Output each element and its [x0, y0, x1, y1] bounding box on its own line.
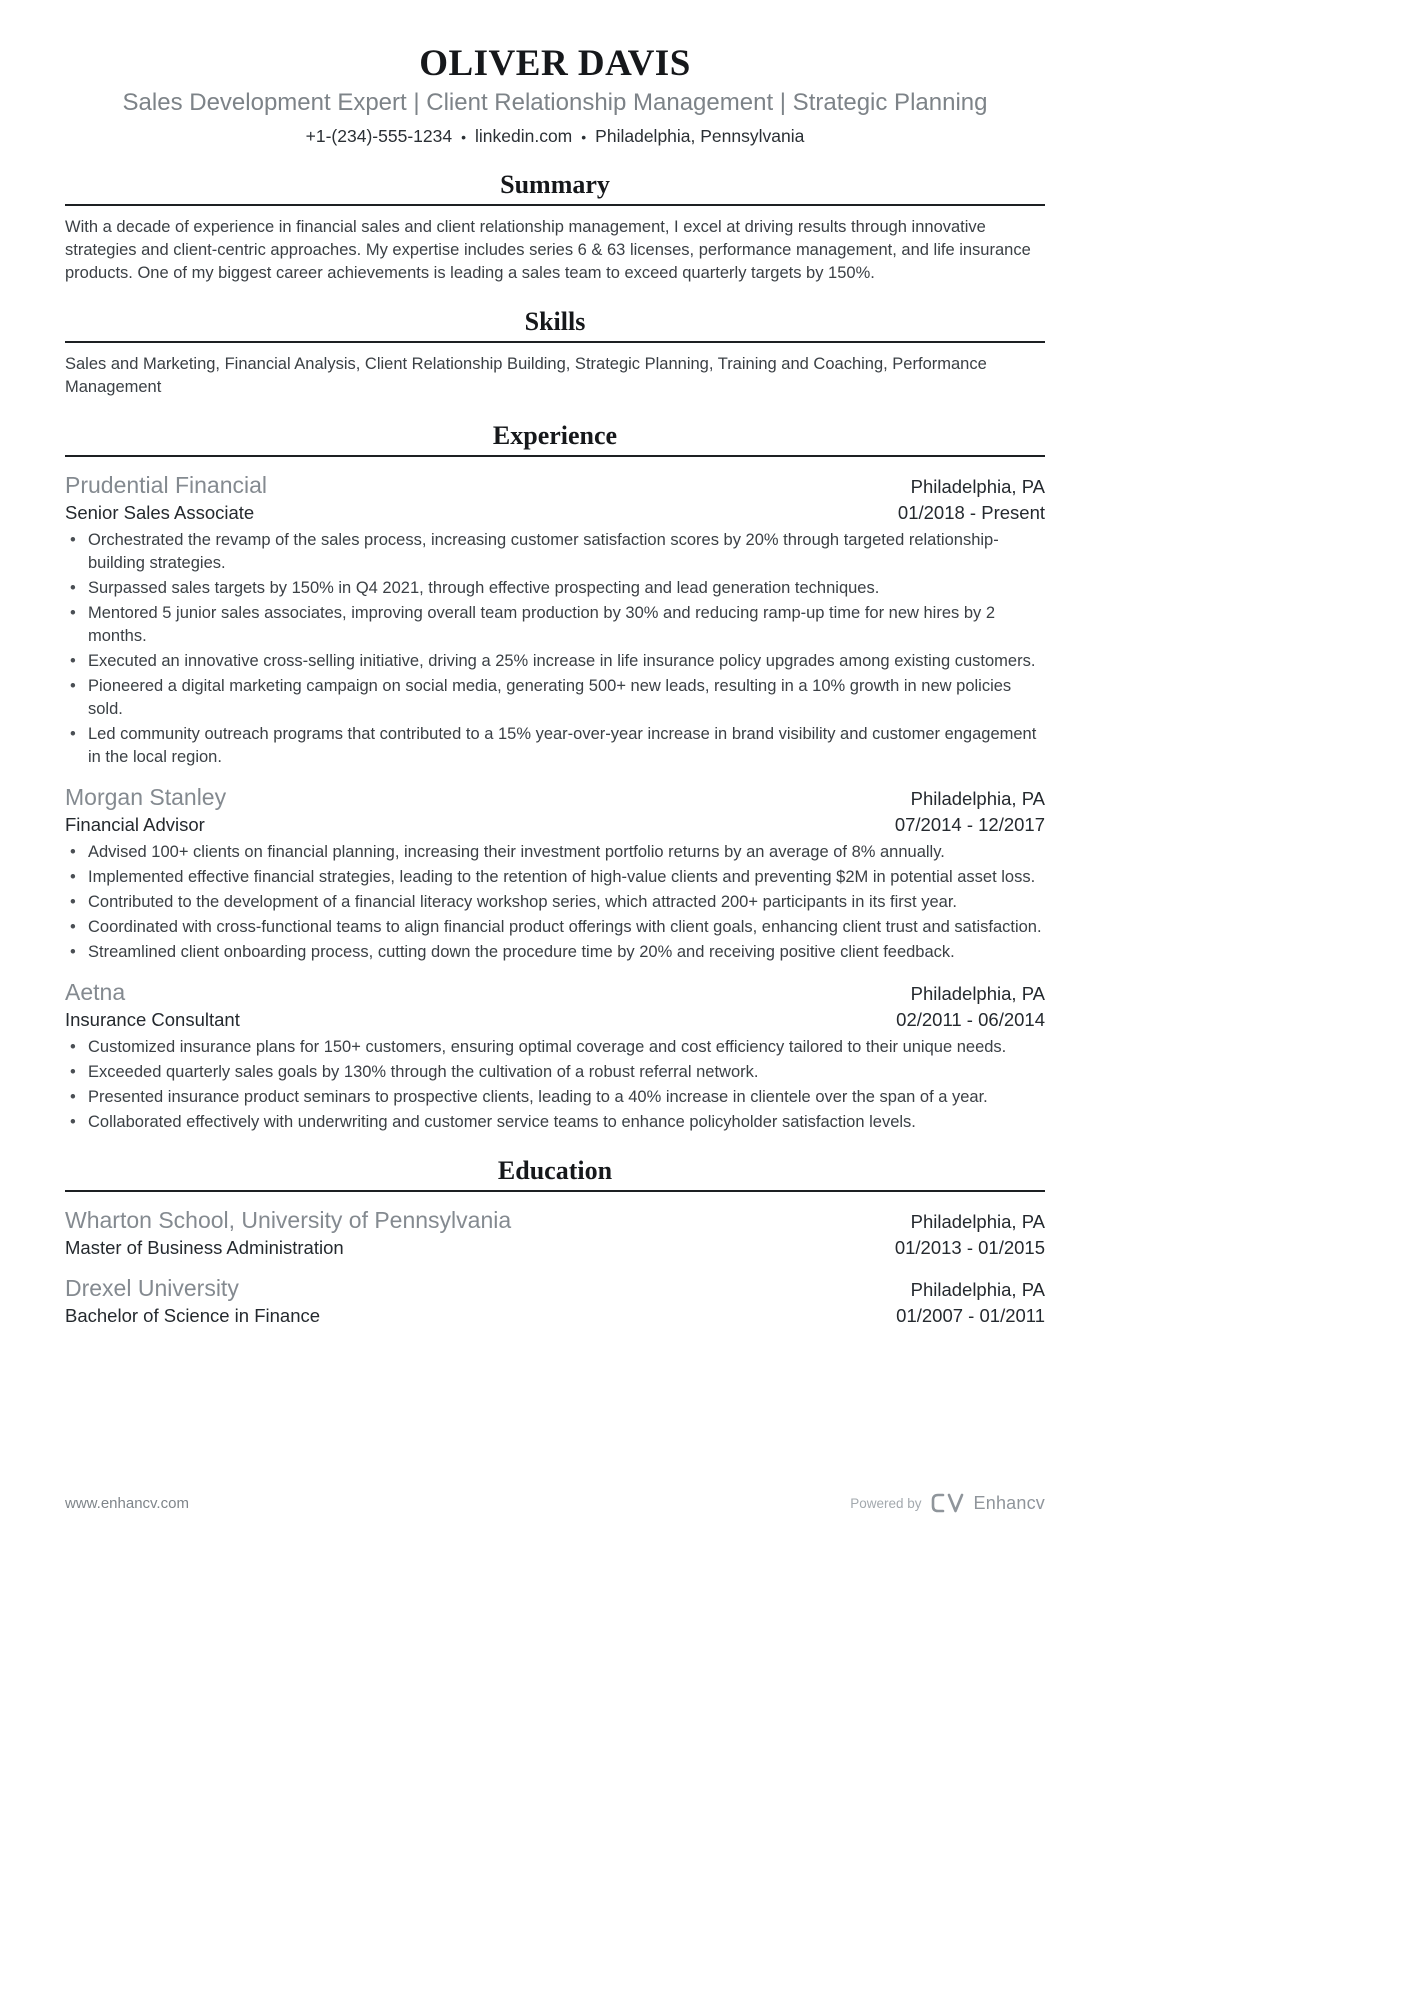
- contact-phone: +1-(234)-555-1234: [305, 126, 453, 146]
- bullet-text: Advised 100+ clients on financial planning, increasing their investment portfolio returns by an average of 8% annually.: [88, 843, 945, 861]
- job-location: Philadelphia, PA: [910, 476, 1045, 497]
- bullet-marker: •: [70, 531, 76, 549]
- section-divider: [65, 204, 1045, 206]
- resume-header: [65, 44, 1045, 148]
- experience-section-title: Experience: [492, 421, 618, 450]
- job-dates: 07/2014 - 12/2017: [894, 814, 1045, 835]
- degree-name: Bachelor of Science in Finance: [65, 1305, 321, 1326]
- bullet-item: [65, 723, 1045, 769]
- bullet-text: Surpassed sales targets by 150% in Q4 2021, through effective prospecting and lead generation techniques.: [88, 579, 880, 597]
- job-dates: 01/2018 - Present: [897, 502, 1045, 523]
- experience-entry: [65, 978, 1045, 1134]
- job-header-row: [65, 978, 1045, 1007]
- enhancv-brand-link[interactable]: Enhancv: [973, 1492, 1045, 1513]
- bullet-item: [65, 841, 1045, 864]
- education-entry: [65, 1274, 1045, 1328]
- bullet-text: Collaborated effectively with underwriting and customer service teams to enhance policyholder satisfaction levels.: [88, 1113, 916, 1131]
- section-divider: [65, 1190, 1045, 1192]
- bullet-marker: •: [70, 893, 76, 911]
- bullet-text: Coordinated with cross-functional teams to align financial product offerings with client goals, enhancing client trust and satisfaction.: [88, 918, 1042, 936]
- job-title: Insurance Consultant: [65, 1009, 240, 1030]
- job-title: Financial Advisor: [65, 814, 205, 835]
- bullet-item: [65, 941, 1045, 964]
- company-name: Prudential Financial: [65, 472, 268, 498]
- bullet-text: Contributed to the development of a financial literacy workshop series, which attracted 200+ participants in its first year.: [88, 893, 957, 911]
- bullet-item: [65, 650, 1045, 673]
- bullet-text: Customized insurance plans for 150+ customers, ensuring optimal coverage and cost efficiency tailored to their unique needs.: [88, 1038, 1007, 1056]
- school-location: Philadelphia, PA: [910, 1211, 1045, 1232]
- bullet-marker: •: [70, 1113, 76, 1131]
- bullet-text: Presented insurance product seminars to prospective clients, leading to a 40% increase in clientele over the span of a year.: [88, 1088, 988, 1106]
- bullet-text: Exceeded quarterly sales goals by 130% through the cultivation of a robust referral network.: [88, 1063, 759, 1081]
- contact-separator-dot: •: [581, 129, 587, 145]
- job-header-row: [65, 471, 1045, 500]
- job-title-row: [65, 812, 1045, 837]
- skills-section: [65, 307, 1045, 399]
- bullet-marker: •: [70, 604, 76, 622]
- degree-row: [65, 1303, 1045, 1328]
- bullet-item: [65, 866, 1045, 889]
- summary-text: With a decade of experience in financial sales and client relationship management, I excel at driving results through innovative strategies and client-centric approaches. My expertise includes series 6 & 63 licenses, performance management, and life insurance products. One of my biggest career achievements is leading a sales team to exceed quarterly targets by 150%.: [65, 218, 1031, 282]
- bullet-marker: •: [70, 943, 76, 961]
- contact-separator-dot: •: [461, 129, 466, 145]
- job-title-row: [65, 500, 1045, 525]
- bullet-item: [65, 675, 1045, 721]
- experience-entry: [65, 471, 1045, 769]
- bullet-text: Led community outreach programs that contributed to a 15% year-over-year increase in brand visibility and customer engagement in the local region.: [88, 725, 1037, 766]
- enhancv-logo-icon: [930, 1492, 966, 1514]
- company-name: Aetna: [65, 979, 126, 1005]
- summary-section: [65, 170, 1045, 285]
- job-location: Philadelphia, PA: [910, 788, 1045, 809]
- skills-section-title: Skills: [524, 307, 586, 336]
- bullet-marker: •: [70, 918, 76, 936]
- section-divider: [65, 341, 1045, 343]
- contact-website-link[interactable]: linkedin.com: [474, 126, 573, 146]
- contact-row: [65, 125, 1045, 148]
- bullet-text: Mentored 5 junior sales associates, improving overall team production by 30% and reducing ramp-up time for new hires by 2 months.: [88, 604, 996, 645]
- powered-by-block: [850, 1492, 1045, 1514]
- bullet-marker: •: [70, 725, 76, 743]
- school-name: Wharton School, University of Pennsylvania: [65, 1207, 512, 1233]
- bullet-marker: •: [70, 1038, 76, 1056]
- bullet-text: Implemented effective financial strategies, leading to the retention of high-value clients and preventing $2M in potential asset loss.: [88, 868, 1036, 886]
- bullet-item: [65, 916, 1045, 939]
- school-location: Philadelphia, PA: [910, 1279, 1045, 1300]
- footer-site-link[interactable]: www.enhancv.com: [65, 1494, 189, 1512]
- experience-entry: [65, 783, 1045, 964]
- page-footer: [65, 1492, 1045, 1514]
- job-bullet-list: [65, 841, 1045, 964]
- bullet-marker: •: [70, 1063, 76, 1081]
- education-section: [65, 1156, 1045, 1328]
- bullet-marker: •: [70, 868, 76, 886]
- school-header-row: [65, 1274, 1045, 1303]
- school-header-row: [65, 1206, 1045, 1235]
- bullet-text: Executed an innovative cross-selling initiative, driving a 25% increase in life insurance policy upgrades among existing customers.: [88, 652, 1036, 670]
- bullet-item: [65, 1086, 1045, 1109]
- bullet-marker: •: [70, 843, 76, 861]
- bullet-text: Streamlined client onboarding process, cutting down the procedure time by 20% and receiving positive client feedback.: [88, 943, 955, 961]
- contact-location: Philadelphia, Pennsylvania: [595, 126, 805, 146]
- bullet-item: [65, 529, 1045, 575]
- job-bullet-list: [65, 1036, 1045, 1134]
- job-bullet-list: [65, 529, 1045, 769]
- bullet-marker: •: [70, 579, 76, 597]
- school-dates: 01/2007 - 01/2011: [896, 1305, 1045, 1326]
- job-location: Philadelphia, PA: [910, 983, 1045, 1004]
- bullet-item: [65, 577, 1045, 600]
- experience-section: [65, 421, 1045, 1134]
- bullet-text: Orchestrated the revamp of the sales process, increasing customer satisfaction scores by 20% through targeted relationship-building strategies.: [88, 531, 999, 572]
- bullet-item: [65, 1036, 1045, 1059]
- job-title-row: [65, 1007, 1045, 1032]
- job-dates: 02/2011 - 06/2014: [896, 1009, 1045, 1030]
- headline: Sales Development Expert | Client Relationship Management | Strategic Planning: [122, 89, 988, 116]
- degree-row: [65, 1235, 1045, 1260]
- school-name: Drexel University: [65, 1275, 239, 1301]
- bullet-item: [65, 602, 1045, 648]
- education-section-title: Education: [497, 1156, 613, 1185]
- school-dates: 01/2013 - 01/2015: [894, 1237, 1045, 1258]
- education-entry: [65, 1206, 1045, 1260]
- job-header-row: [65, 783, 1045, 812]
- summary-section-title: Summary: [500, 170, 610, 199]
- bullet-item: [65, 891, 1045, 914]
- section-divider: [65, 455, 1045, 457]
- bullet-item: [65, 1111, 1045, 1134]
- degree-name: Master of Business Administration: [65, 1237, 344, 1258]
- bullet-marker: •: [70, 652, 76, 670]
- bullet-marker: •: [70, 677, 76, 695]
- bullet-marker: •: [70, 1088, 76, 1106]
- bullet-item: [65, 1061, 1045, 1084]
- skills-text: Sales and Marketing, Financial Analysis, Client Relationship Building, Strategic Planning, Training and Coaching, Performance Management: [65, 355, 987, 396]
- company-name: Morgan Stanley: [65, 784, 227, 810]
- bullet-text: Pioneered a digital marketing campaign on social media, generating 500+ new leads, resulting in a 10% growth in new policies sold.: [88, 677, 1012, 718]
- job-title: Senior Sales Associate: [65, 502, 255, 523]
- candidate-name: OLIVER DAVIS: [419, 43, 691, 84]
- powered-by-label: Powered by: [850, 1495, 922, 1511]
